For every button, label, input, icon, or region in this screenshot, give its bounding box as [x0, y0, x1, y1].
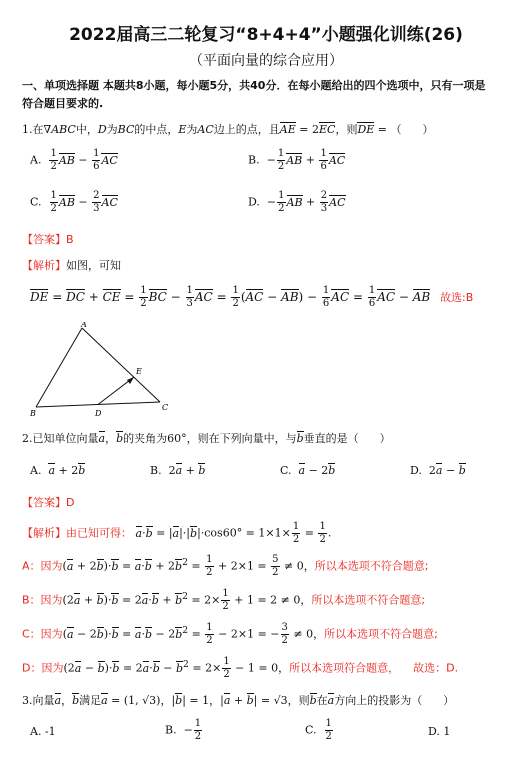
page-subtitle: （平面向量的综合应用）	[189, 53, 343, 69]
q1-answer: 【答案】B	[22, 233, 74, 246]
q2-answer: 【答案】D	[22, 496, 75, 509]
q1-stem: 1.在∇ABC中，D为BC的中点，E为AC边上的点，且AE = 2EC，则DE = （ ）	[22, 123, 434, 136]
q3-option-d[interactable]: D. 1	[428, 725, 451, 738]
section-heading-line2: 符合题目要求的.	[22, 97, 104, 110]
q2-line-b: B：因为$(2a + b)\cdot b = 2a\cdot b + b^2 = 2\times$ $\frac{1}{2}$ + 1 = 2 ≠ 0，所以本选项不符合题意;	[22, 588, 426, 612]
q1-derivation: DE = DC + CE = $\frac{1}{2}$ BC − $\frac{1}{3}$ AC = $\frac{1}{2}$ (AC − AB) − $\frac{1}{6}$ AC = $\frac{1}{6}$ AC − AB 故选:B	[30, 285, 474, 309]
q1-analysis-label: 【解析】如图，可知	[22, 259, 121, 272]
triangle-figure	[28, 322, 178, 422]
label-e: E	[136, 367, 142, 376]
q2-option-c[interactable]: C. a − 2b	[280, 464, 336, 477]
section-heading-line1: 一、单项选择题 本题共8小题，每小题5分，共40分．在每小题给出的四个选项中，只有一项是	[22, 79, 486, 92]
label-c: C	[162, 403, 169, 412]
q3-option-b[interactable]: B. − $\frac{1}{2}$	[165, 718, 202, 742]
q2-analysis: 【解析】由已知可得： a·b = |a|·|b|·cos60° = 1×1× $\frac{1}{2}$ = $\frac{1}{2}$ .	[22, 521, 332, 545]
q1-option-b[interactable]: B. − $\frac{1}{2}$ AB + $\frac{1}{6}$ AC	[248, 148, 346, 172]
q1-analysis-text: 如图，可知	[66, 259, 121, 272]
label-d: D	[95, 409, 102, 418]
q2-line-c: C：因为$(a - 2b)\cdot b = a\cdot b - 2b^2$ = $\frac{1}{2}$ − 2×1 = − $\frac{3}{2}$ ≠ 0，所以本选项不符合题意;	[22, 622, 438, 646]
q2-option-d[interactable]: D. 2a − b	[410, 464, 466, 477]
page-title: 2022届高三二轮复习“8+4+4”小题强化训练(26)	[69, 25, 463, 45]
q1-option-d[interactable]: D. − $\frac{1}{2}$ AB + $\frac{2}{3}$ AC	[248, 190, 346, 214]
q2-line-a: A：因为$(a + 2b)\cdot b = a\cdot b + 2b^2$ = $\frac{1}{2}$ + 2×1 = $\frac{5}{2}$ ≠ 0，所以本选项不符合题意;	[22, 554, 429, 578]
label-a: A	[81, 322, 87, 329]
q3-option-a[interactable]: A. -1	[30, 725, 56, 738]
q3-option-c[interactable]: C. $\frac{1}{2}$	[305, 718, 332, 742]
q2-option-b[interactable]: B. 2a + b	[150, 464, 206, 477]
q1-option-c[interactable]: C. $\frac{1}{2}$ AB − $\frac{2}{3}$ AC	[30, 190, 118, 214]
q2-stem: 2.已知单位向量a，b的夹角为60°，则在下列向量中，与b垂直的是（ ）	[22, 432, 391, 445]
q1-option-a[interactable]: A. $\frac{1}{2}$ AB − $\frac{1}{6}$ AC	[30, 148, 118, 172]
q1-conclusion: 故选:B	[440, 291, 474, 304]
label-b: B	[30, 409, 36, 418]
q3-stem: 3.向量a，b满足a = (1, √3)，|b| = 1，|a + b| = √3，则b在a方向上的投影为（ ）	[22, 694, 455, 707]
q2-line-d: D：因为$(2a - b)\cdot b = 2a\cdot b - b^2 = 2\times$ $\frac{1}{2}$ − 1 = 0，所以本选项符合题意， 故选：D.	[22, 656, 459, 680]
q2-option-a[interactable]: A. a + 2b	[30, 464, 86, 477]
